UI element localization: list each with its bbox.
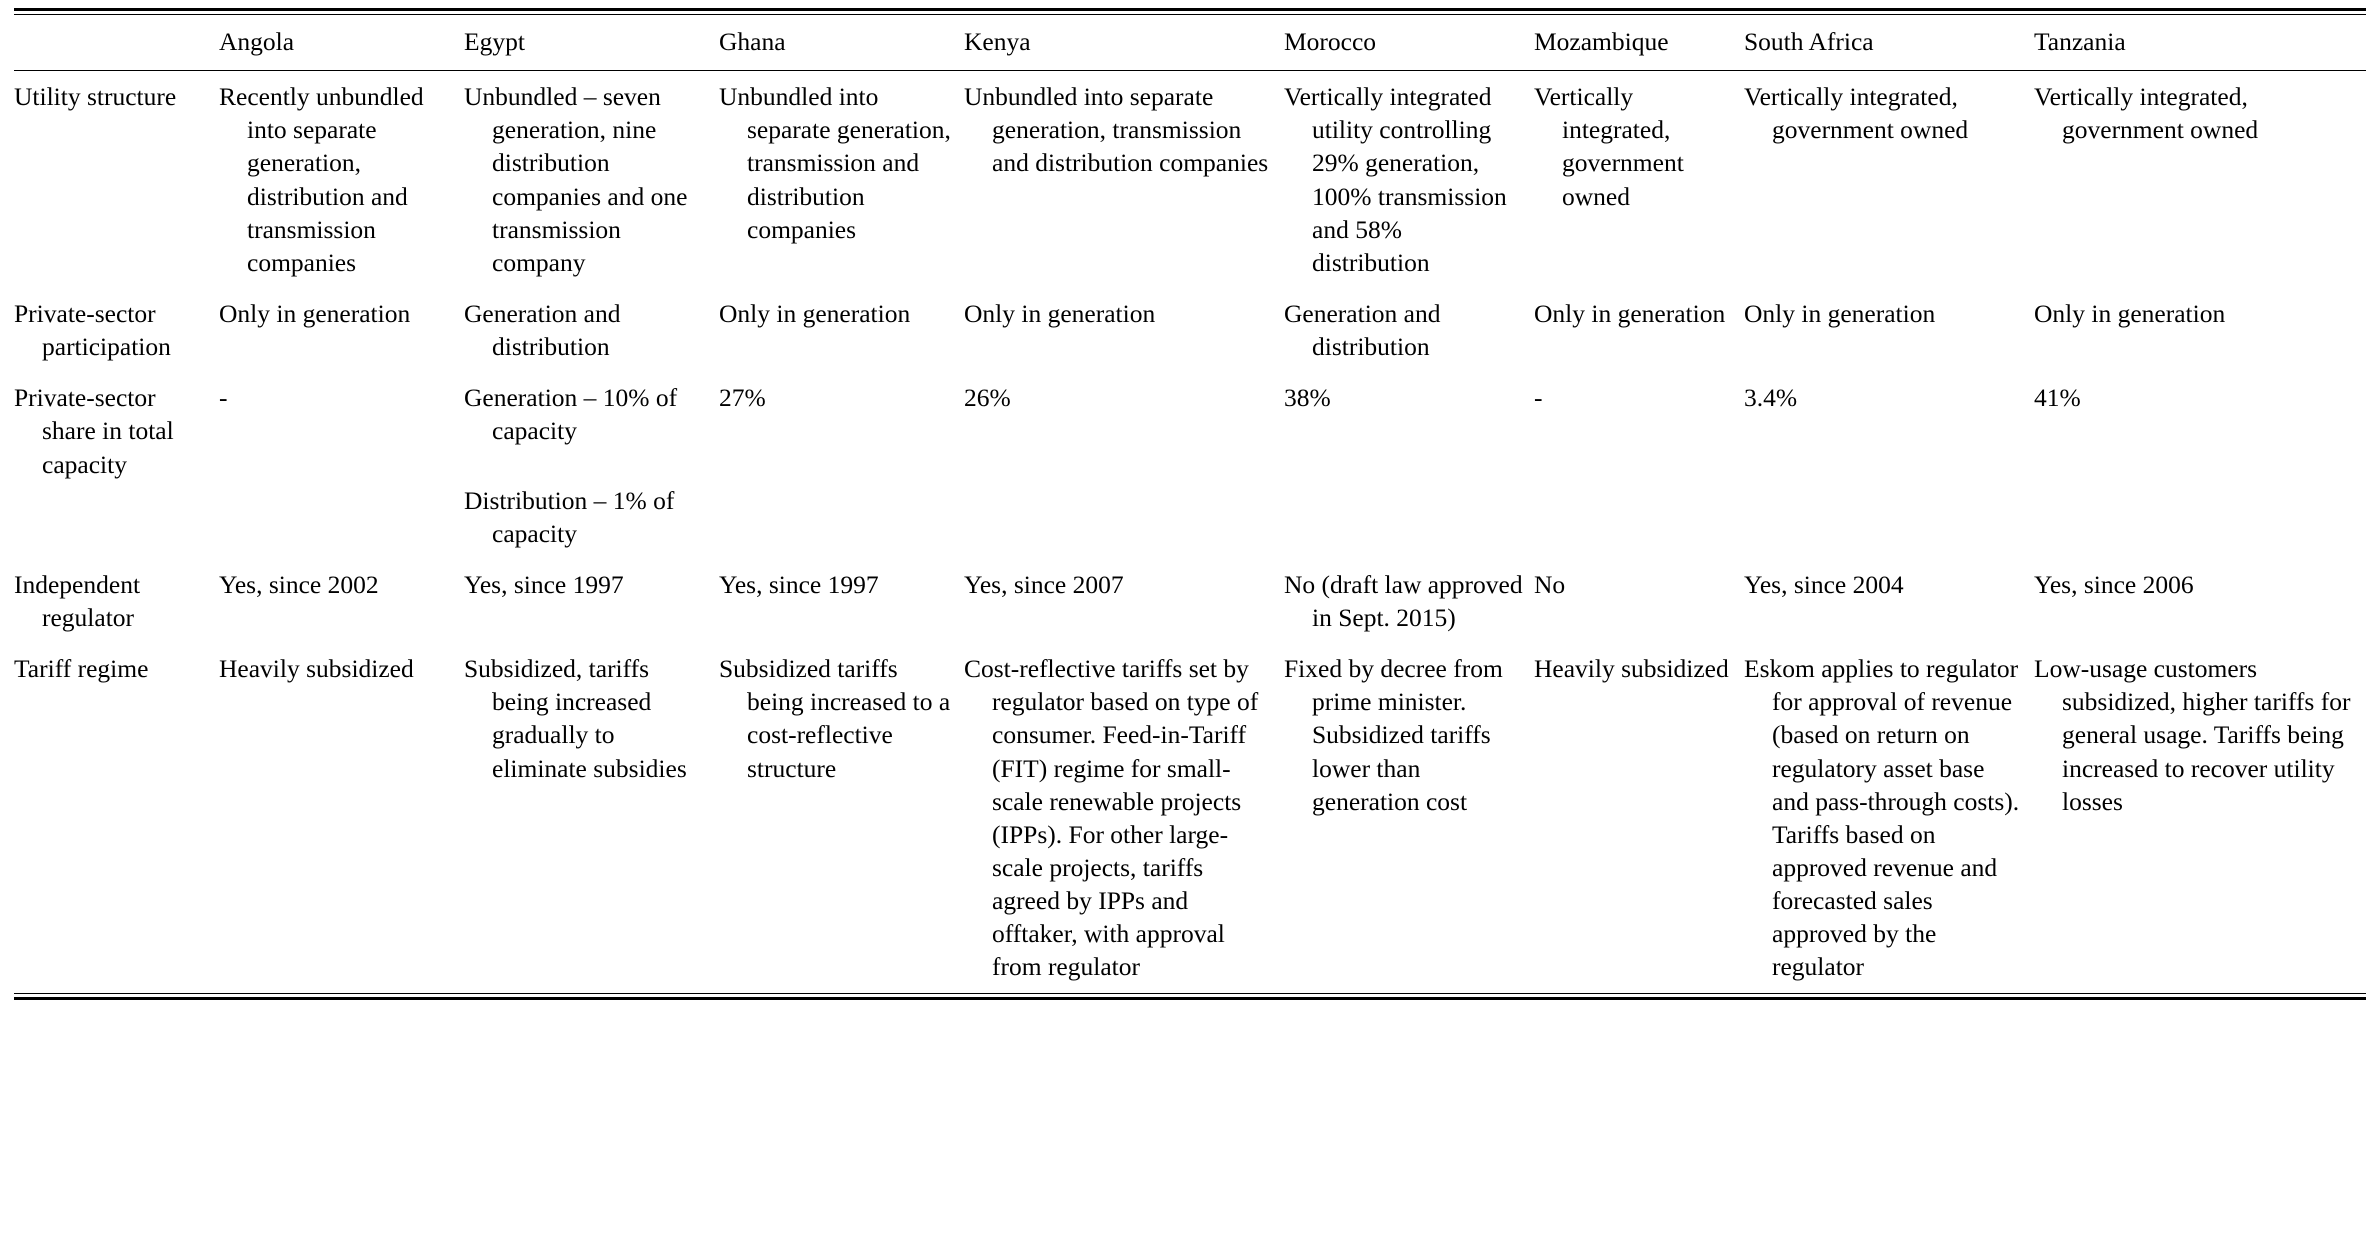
column-header-angola: Angola (219, 27, 295, 56)
cell-tariff-kenya: Cost-reflective tariffs set by regulator based on type of consumer. Feed-in-Tariff (FIT) regime for small-scale renewable projects (IPPs). For other large-scale projects, tariffs agreed by IPPs and offtaker, with approval from regulator (964, 654, 1259, 982)
table-bottom-rule-outer (14, 997, 2366, 1000)
cell-tariff-ghana: Subsidized tariffs being increased to a cost-reflective structure (719, 654, 951, 783)
table-top-rule-outer (14, 8, 2366, 11)
table-body (14, 71, 2366, 992)
cell-participation-kenya: Only in generation (964, 298, 1156, 328)
cell-utility-structure-angola: Recently unbundled into separate generation, distribution and transmission companies (219, 82, 424, 277)
cell-tariff-mozambique: Heavily subsidized (1534, 654, 1729, 684)
column-header-egypt: Egypt (464, 27, 525, 56)
cell-share-ghana: 27% (719, 383, 766, 413)
cell-regulator-mozambique: No (1534, 569, 1566, 599)
table-row (14, 288, 2366, 372)
cell-share-kenya: 26% (964, 383, 1011, 413)
header-row (14, 15, 2366, 70)
cell-regulator-south-africa: Yes, since 2004 (1744, 569, 1904, 599)
cell-utility-structure-egypt: Unbundled – seven generation, nine distribution companies and one transmission company (464, 82, 688, 277)
cell-utility-structure-kenya: Unbundled into separate generation, transmission and distribution companies (964, 82, 1269, 178)
comparison-table (14, 15, 2366, 70)
table-row (14, 559, 2366, 643)
cell-tariff-tanzania: Low-usage customers subsidized, higher tariffs for general usage. Tariffs being increased to recover utility losses (2034, 654, 2351, 816)
cell-tariff-south-africa: Eskom applies to regulator for approval of revenue (based on return on regulatory asset base and pass-through costs). Tariffs based on approved revenue and forecasted sales approved by the regulator (1744, 654, 2020, 982)
cell-regulator-morocco: No (draft law approved in Sept. 2015) (1284, 569, 1523, 632)
row-label-private-sector-participation: Private-sector participation (14, 298, 171, 362)
cell-tariff-morocco: Fixed by decree from prime minister. Subsidized tariffs lower than generation cost (1284, 654, 1503, 816)
cell-share-egypt-generation: Generation – 10% of capacity (464, 383, 678, 446)
cell-share-mozambique: - (1534, 383, 1543, 413)
column-header-kenya: Kenya (964, 27, 1031, 56)
cell-share-angola: - (219, 383, 228, 413)
table-row (14, 372, 2366, 559)
cell-utility-structure-tanzania: Vertically integrated, government owned (2034, 82, 2259, 145)
cell-participation-tanzania: Only in generation (2034, 298, 2226, 328)
header-corner (14, 15, 219, 70)
cell-participation-ghana: Only in generation (719, 298, 911, 328)
document-page (0, 8, 2380, 1238)
cell-share-morocco: 38% (1284, 383, 1331, 413)
cell-regulator-angola: Yes, since 2002 (219, 569, 379, 599)
cell-utility-structure-ghana: Unbundled into separate generation, transmission and distribution companies (719, 82, 951, 244)
table-row (14, 71, 2366, 288)
row-label-independent-regulator: Independent regulator (14, 569, 141, 632)
cell-tariff-egypt: Subsidized, tariffs being increased gradually to eliminate subsidies (464, 654, 687, 783)
cell-share-egypt-distribution: Distribution – 1% of capacity (464, 485, 675, 548)
column-header-morocco: Morocco (1284, 27, 1377, 56)
cell-participation-mozambique: Only in generation (1534, 298, 1726, 328)
cell-participation-south-africa: Only in generation (1744, 298, 1936, 328)
cell-utility-structure-mozambique: Vertically integrated, government owned (1534, 82, 1684, 211)
comparison-table-body (14, 71, 2366, 992)
column-header-mozambique: Mozambique (1534, 27, 1669, 56)
cell-utility-structure-south-africa: Vertically integrated, government owned (1744, 82, 1969, 145)
cell-share-tanzania: 41% (2034, 383, 2081, 413)
column-header-tanzania: Tanzania (2034, 27, 2126, 56)
row-label-tariff-regime: Tariff regime (14, 654, 149, 684)
cell-regulator-ghana: Yes, since 1997 (719, 569, 879, 599)
table-bottom-rule-inner (14, 993, 2366, 994)
cell-regulator-kenya: Yes, since 2007 (964, 569, 1124, 599)
column-header-ghana: Ghana (719, 27, 786, 56)
cell-regulator-egypt: Yes, since 1997 (464, 569, 624, 599)
cell-share-south-africa: 3.4% (1744, 383, 1798, 413)
cell-participation-egypt: Generation and distribution (464, 298, 621, 362)
cell-share-egypt (464, 372, 719, 559)
table-row (14, 643, 2366, 992)
cell-regulator-tanzania: Yes, since 2006 (2034, 569, 2194, 599)
cell-tariff-angola: Heavily subsidized (219, 654, 414, 684)
column-header-south-africa: South Africa (1744, 27, 1874, 56)
cell-participation-angola: Only in generation (219, 298, 411, 328)
table-header (14, 15, 2366, 70)
row-label-private-sector-share: Private-sector share in total capacity (14, 383, 174, 479)
cell-participation-morocco: Generation and distribution (1284, 298, 1441, 362)
cell-utility-structure-morocco: Vertically integrated utility controlling 29% generation, 100% transmission and 58% distribution (1284, 82, 1507, 277)
row-label-utility-structure: Utility structure (14, 82, 177, 112)
